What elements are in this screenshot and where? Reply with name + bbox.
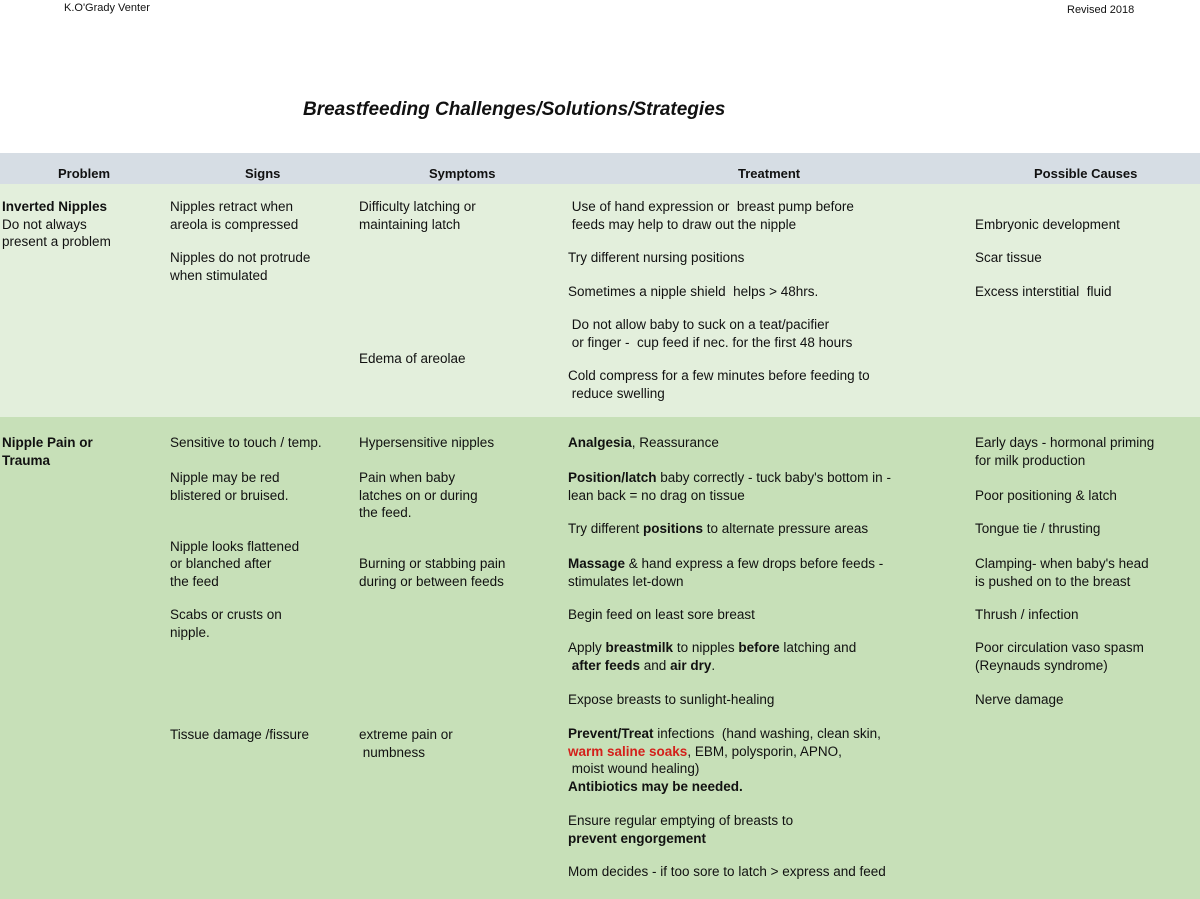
cause-text: Nerve damage xyxy=(975,692,1064,707)
cause-text: (Reynauds syndrome) xyxy=(975,657,1108,673)
problem-note: present a problem xyxy=(2,234,111,249)
treatment-text: Begin feed on least sore breast xyxy=(568,607,755,622)
treatment-text xyxy=(568,743,842,761)
treatment-text xyxy=(568,469,891,487)
revised-date: Revised 2018 xyxy=(1067,4,1135,16)
sign-text: Nipples retract when xyxy=(170,199,294,214)
treatment-emphasis: after feeds xyxy=(568,657,641,673)
symptom-text: Pain when baby xyxy=(359,470,456,485)
cause-text: Poor circulation vaso spasm xyxy=(975,640,1144,655)
treatment-text xyxy=(568,434,719,452)
treatment-run: latching and xyxy=(779,640,857,655)
treatment-text: stimulates let-down xyxy=(568,573,684,589)
cause-text: Thrush / infection xyxy=(975,607,1079,622)
treatment-run: Try different xyxy=(568,521,644,536)
author-name: K.O'Grady Venter xyxy=(64,2,150,14)
treatment-text: lean back = no drag on tissue xyxy=(568,487,745,503)
treatment-text: Antibiotics may be needed. xyxy=(568,778,743,794)
treatment-emphasis: Massage xyxy=(568,556,626,571)
page-title: Breastfeeding Challenges/Solutions/Strategies xyxy=(303,99,726,120)
treatment-text: Sometimes a nipple shield helps > 48hrs. xyxy=(568,284,819,299)
treatment-text xyxy=(568,657,715,675)
sign-text: nipple. xyxy=(170,624,210,640)
treatment-run: , EBM, polysporin, APNO, xyxy=(687,743,842,759)
cause-text: Scar tissue xyxy=(975,250,1042,265)
symptom-text: Hypersensitive nipples xyxy=(359,435,495,450)
sign-text: or blanched after xyxy=(170,556,272,571)
symptom-text: numbness xyxy=(359,744,426,760)
treatment-run: baby correctly - tuck baby's bottom in - xyxy=(656,470,891,485)
treatment-text: Ensure regular emptying of breasts to xyxy=(568,813,794,828)
treatment-text: or finger - cup feed if nec. for the first 48 hours xyxy=(568,334,853,350)
treatment-text: Use of hand expression or breast pump before xyxy=(568,199,854,214)
cause-text: is pushed on to the breast xyxy=(975,573,1131,589)
treatment-emphasis: breastmilk xyxy=(605,640,674,655)
column-header-problem: Problem xyxy=(58,166,111,181)
problem-title: Nipple Pain or xyxy=(2,435,93,450)
treatment-emphasis: Position/latch xyxy=(568,470,657,485)
treatment-run: Apply xyxy=(568,640,606,655)
cause-text: Excess interstitial fluid xyxy=(975,284,1112,299)
sign-text: when stimulated xyxy=(170,267,268,283)
sign-text: the feed xyxy=(170,573,219,589)
treatment-text: Try different nursing positions xyxy=(568,250,745,265)
sign-text: blistered or bruised. xyxy=(170,487,289,503)
problem-title: Trauma xyxy=(2,452,51,468)
symptom-text: during or between feeds xyxy=(359,573,504,589)
symptom-text: Difficulty latching or xyxy=(359,199,476,214)
column-header-signs: Signs xyxy=(245,166,281,181)
treatment-run: and xyxy=(640,657,671,673)
symptom-text: extreme pain or xyxy=(359,727,453,742)
treatment-emphasis: Prevent/Treat xyxy=(568,726,654,741)
symptom-text: latches on or during xyxy=(359,487,478,503)
symptom-text: maintaining latch xyxy=(359,216,461,232)
sign-text: Nipple looks flattened xyxy=(170,539,300,554)
treatment-emphasis: air dry xyxy=(670,657,712,673)
treatment-text: reduce swelling xyxy=(568,385,665,401)
sign-text: Sensitive to touch / temp. xyxy=(170,435,322,450)
treatment-text: moist wound healing) xyxy=(568,761,700,776)
problem-title: Inverted Nipples xyxy=(2,199,108,214)
sign-text: Scabs or crusts on xyxy=(170,607,282,622)
column-header-causes: Possible Causes xyxy=(1034,166,1138,181)
column-header-symptoms: Symptoms xyxy=(429,166,496,181)
problem-note: Do not always xyxy=(2,216,87,232)
cause-text: for milk production xyxy=(975,452,1086,468)
column-header-band xyxy=(0,153,1200,184)
treatment-text: Expose breasts to sunlight-healing xyxy=(568,692,775,707)
cause-text: Early days - hormonal priming xyxy=(975,435,1155,450)
cause-text: Poor positioning & latch xyxy=(975,487,1117,503)
treatment-run: to alternate pressure areas xyxy=(703,521,869,536)
symptom-text: the feed. xyxy=(359,505,412,520)
cause-text: Embryonic development xyxy=(975,216,1120,232)
symptom-text: Edema of areolae xyxy=(359,351,466,366)
treatment-run: infections (hand washing, clean skin, xyxy=(653,726,881,741)
column-header-treatment: Treatment xyxy=(738,166,801,181)
treatment-emphasis: positions xyxy=(643,521,704,536)
treatment-highlight: warm saline soaks xyxy=(568,743,688,759)
treatment-text: Do not allow baby to suck on a teat/pacifier xyxy=(568,317,830,332)
treatment-run: , Reassurance xyxy=(631,435,719,450)
treatment-run: to nipples xyxy=(673,640,739,655)
treatment-emphasis: Analgesia xyxy=(568,435,632,450)
treatment-text xyxy=(568,725,881,743)
cause-text: Tongue tie / thrusting xyxy=(975,521,1101,536)
cause-text: Clamping- when baby's head xyxy=(975,556,1149,571)
sign-text: Nipple may be red xyxy=(170,470,280,485)
treatment-text xyxy=(568,555,883,573)
treatment-run: . xyxy=(711,657,716,673)
treatment-run: & hand express a few drops before feeds - xyxy=(625,556,884,571)
treatment-text: prevent engorgement xyxy=(568,830,707,846)
treatment-text xyxy=(568,520,868,538)
treatment-text: Mom decides - if too sore to latch > express and feed xyxy=(568,864,886,879)
sign-text: areola is compressed xyxy=(170,216,299,232)
sign-text: Tissue damage /fissure xyxy=(170,727,310,742)
treatment-text xyxy=(568,639,856,657)
symptom-text: Burning or stabbing pain xyxy=(359,556,506,571)
treatment-text: Cold compress for a few minutes before feeding to xyxy=(568,368,870,383)
treatment-emphasis: before xyxy=(738,640,780,655)
treatment-text: feeds may help to draw out the nipple xyxy=(568,216,797,232)
sign-text: Nipples do not protrude xyxy=(170,250,311,265)
